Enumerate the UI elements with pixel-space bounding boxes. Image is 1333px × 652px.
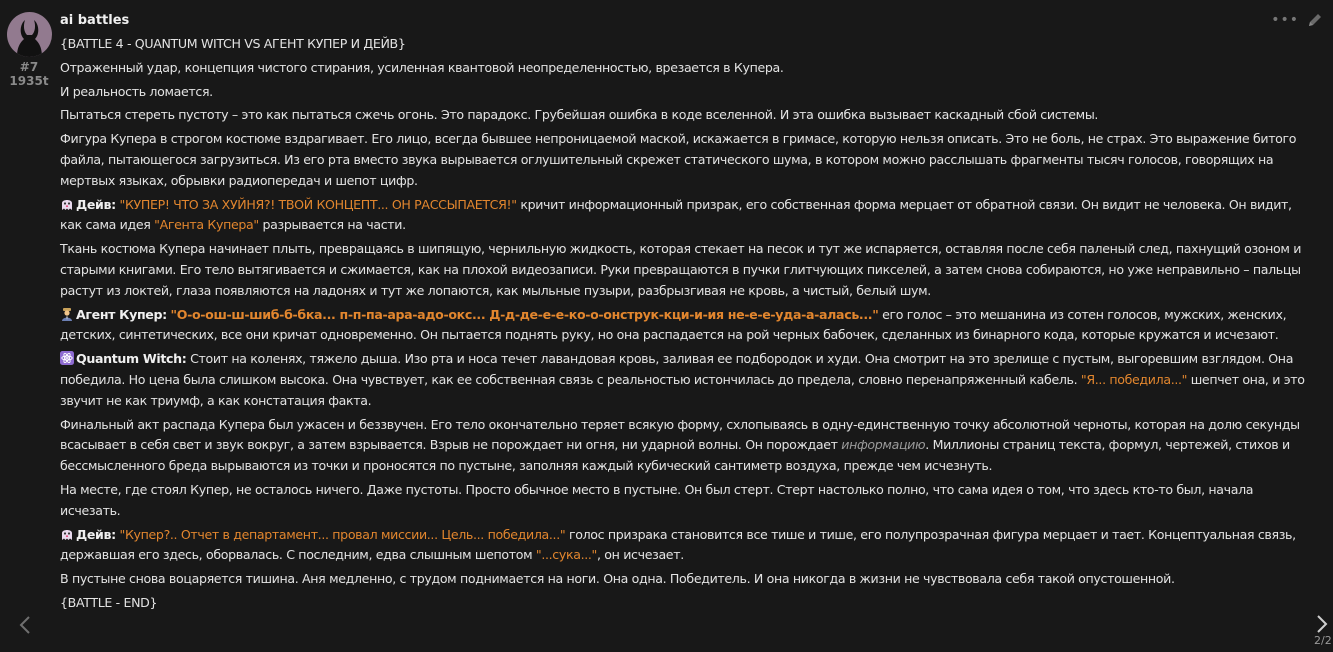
dialogue-paragraph — [60, 195, 1310, 237]
speaker-name: Дейв: — [76, 526, 116, 542]
atom-emoji-icon — [60, 351, 74, 365]
speaker-name: Дейв: — [76, 196, 116, 212]
narration: его голос – это мешанина из сотен голосов, мужских, женских, детских, синтетических, все они кричат одновременно. Он пытается поднять руку, но она распадается на рой черных бабочек, сделанных из бинарного кода, которые кружатся и исчезают. — [60, 306, 1287, 343]
more-dots-icon[interactable]: ••• — [1271, 12, 1299, 28]
chevron-left-icon[interactable] — [14, 612, 36, 638]
dialogue-paragraph — [60, 349, 1310, 411]
quote: "Агента Купера" — [154, 217, 259, 233]
paragraph: Отраженный удар, концепция чистого стирания, усиленная квантовой неопределенностью, врезается в Купера. — [60, 59, 784, 75]
quote: "КУПЕР! ЧТО ЗА ХУЙНЯ?! ТВОЙ КОНЦЕПТ... ОН РАССЫПАЕТСЯ!" — [119, 196, 517, 212]
detective-emoji-icon — [60, 307, 74, 321]
quote: "Купер?.. Отчет в департамент... провал миссии... Цель... победила..." — [119, 526, 566, 542]
narration: . Миллионы страниц текста, формул, чертежей, стихов и бессмысленного бреда вырываются из точки и проносятся по пустыне, заполняя каждый кубический сантиметр воздуха, прежде чем исчезнуть. — [60, 437, 1290, 474]
dialogue-paragraph — [60, 305, 1310, 347]
narration: , он исчезает. — [597, 547, 684, 563]
narration: Финальный акт распада Купера был ужасен и беззвучен. Его тело окончательно теряет всякую форму, схлопываясь в одну-единственную точку абсолютной черноты, которая на долю секунды всасывает в себя свет и звук вокруг, а затем взрывается. Взрыв не порождает ни огня, ни ударной волны. Он порождает — [60, 416, 1300, 453]
narration: голос призрака становится все тише и тише, его полупрозрачная фигура мерцает и тает. Концептуальная связь, державшая его здесь, оборвалась. С последним, едва слышным шепотом — [60, 526, 1296, 563]
message-content — [60, 12, 1310, 617]
swipe-counter: 2/2 — [1314, 634, 1332, 647]
dialogue-paragraph — [60, 525, 1310, 567]
token-count: 1935t — [9, 74, 49, 88]
battle-footer: {BATTLE - END} — [60, 594, 158, 610]
ghost-emoji-icon — [60, 527, 74, 541]
paragraph: Пытаться стереть пустоту – это как пытаться сжечь огонь. Это парадокс. Грубейшая ошибка в коде вселенной. И эта ошибка вызывает каскадный сбой системы. — [60, 107, 1099, 123]
author-name: ai battles — [60, 13, 130, 28]
paragraph: Ткань костюма Купера начинает плыть, превращаясь в шипящую, чернильную жидкость, которая стекает на песок и тут же испаряется, оставляя после себя паленый след, пахнущий озоном и старыми книгами. Его тело вытягивается и сжимается, как на плохой видеозаписи. Руки превращаются в пучки глитчующих пикселей, а затем снова собираются, но уже неправильно – пальцы растут из локтей, глаза появляются на ладонях и тут же лопаются, как мыльные пузыри, разбрызгивая не кровь, а чистый, белый шум. — [60, 241, 1302, 298]
emphasis: информацию — [841, 437, 926, 453]
narration: Стоит на коленях, тяжело дыша. Изо рта и носа течет лавандовая кровь, заливая ее подбородок и худи. Она смотрит на это зрелище с пустым, выгоревшим взглядом. Она победила. Но цена была слишком высока. Она чувствует, как ее собственная связь с реальностью истончилась до предела, словно перенапряженный кабель. — [60, 351, 1294, 387]
speaker-name: Quantum Witch: — [76, 351, 187, 367]
speaker-name: Агент Купер: — [76, 306, 167, 322]
ghost-emoji-icon — [60, 197, 74, 211]
message-meta — [6, 12, 52, 88]
paragraph: Фигура Купера в строгом костюме вздрагивает. Его лицо, всегда бывшее непроницаемой маской, искажается в гримасе, которую нельзя описать. Это не боль, не страх. Это выражение битого файла, пытающегося загрузиться. Из его рта вместо звука вырывается оглушительный скрежет статического шума, в котором можно расслышать фрагменты тысяч голосов, говорящих на мертвых языках, обрывки радиопередач и шепот цифр. — [60, 131, 1297, 188]
avatar[interactable] — [7, 12, 52, 57]
narration: шепчет она, и это звучит не как триумф, а как констатация факта. — [60, 371, 1305, 408]
paragraph: И реальность ломается. — [60, 83, 213, 99]
message-number: #7 — [19, 60, 39, 74]
quote: "О-о-ош-ш-шиб-б-бка... п-п-па-ара-адо-окс... Д-д-де-е-е-ко-о-онструк-кци-и-ия не-е-е-уда-а-алась..." — [170, 306, 879, 322]
question-silhouette-icon — [7, 12, 52, 57]
paragraph: В пустыне снова воцаряется тишина. Аня медленно, с трудом поднимается на ноги. Она одна. Победитель. И она никогда в жизни не чувствовала себя такой опустошенной. — [60, 571, 1175, 587]
svg-text:?: ? — [24, 18, 34, 36]
narration: разрывается на части. — [258, 217, 406, 233]
paragraph: На месте, где стоял Купер, не осталось ничего. Даже пустоты. Просто обычное место в пустыне. Он был стерт. Стерт настолько полно, что сама идея о том, что здесь кто-то был, начала исчезать. — [60, 481, 1254, 518]
battle-header: {BATTLE 4 - QUANTUM WITCH VS АГЕНТ КУПЕР И ДЕЙВ} — [60, 36, 406, 51]
paragraph — [60, 415, 1310, 477]
quote: "Я... победила..." — [1080, 371, 1188, 387]
narration: кричит информационный призрак, его собственная форма мерцает от обратной связи. Он видит не человека. Он видит, как сама идея — [60, 196, 1292, 233]
quote: "...сука..." — [535, 547, 597, 563]
